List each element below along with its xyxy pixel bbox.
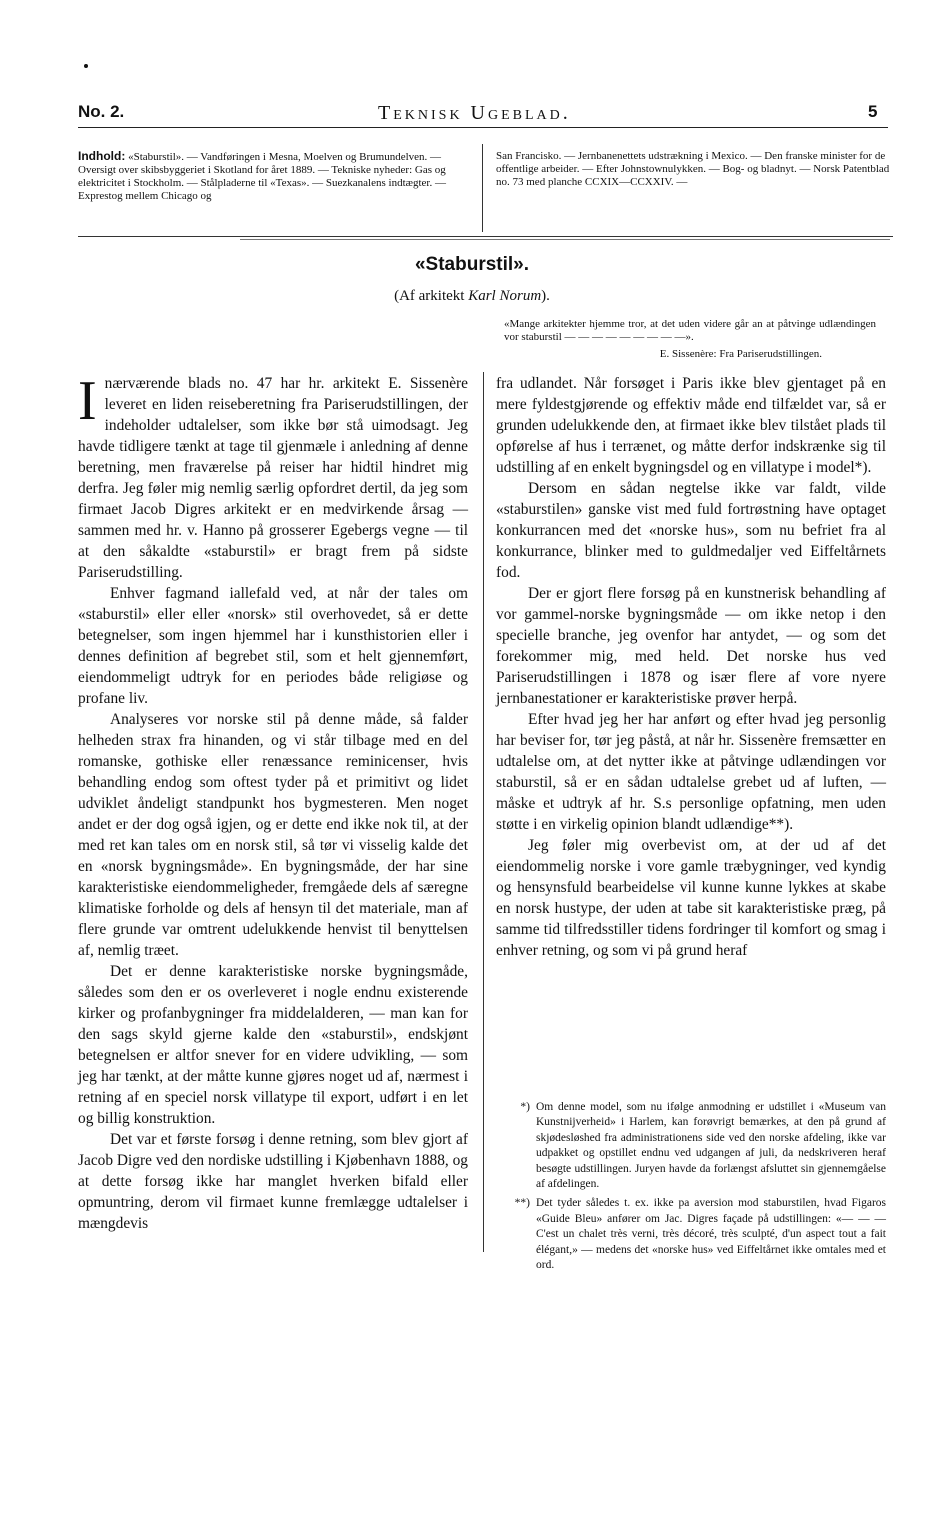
drop-cap: I [78,370,97,432]
header-rule [78,127,888,128]
byline-author: Karl Norum [468,288,542,304]
paragraph: Inærværende blads no. 47 har hr. arkitekt E. Sissenère leveret en liden reiseberetning fra Pariserudstillingen, der indeholder udtalelser, som ikke bør stå uimodsagt. Jeg havde tidligere tænkt at tage til gjenmæle i anledning af denne beretning, men fraværelse på reiser har hidtil hindret mig derfra. Jeg føler mig nemlig særlig opfordret dertil, da jeg som firmaet Jacob Digres arkitekt er en medvirkende årsag — sammen med hr. v. Hanno på grosserer Egebergs vegne — til at den såkaldte «staburstil» er bragt frem på sidste Pariserudstilling. [78,370,468,581]
column-divider [483,372,484,1252]
page-number: 5 [868,102,878,121]
toc-label: Indhold: [78,149,126,163]
epigraph: «Mange arkitekter hjemme tror, at det uden videre går an at påtvinge udlændingen vor staburstil — — — — — — — — —». [504,318,876,343]
paragraph: fra udlandet. Når forsøget i Paris ikke blev gjentaget på en mere fyldestgjørende og effektiv måde end tilfældet var, så er grunden udelukkende den, at firmaet ikke blev tilstået plads til opførelse af hus i terrænet, og måtte derfor indskrænke sig til udstilling af en enkelt bygningsdel og en villatype i model*). [496,375,886,476]
toc-right-text: San Francisko. — Jernbanenettets udstrækning i Mexico. — Den franske minister for de offentlige arbeider. — Efter Johnstownulykken. — Bog- og bladnyt. — Norsk Patentblad no. 73 med planche CCXIX—CCXXIV. — [496,150,890,188]
article-column-left [78,370,468,1234]
article-title: «Staburstil». [414,254,530,275]
article-column-right [496,373,886,961]
footnote-mark: *) [520,1101,530,1113]
footnote [496,1100,886,1192]
paragraph: Analyseres vor norske stil på denne måde, så falder helheden strax fra hinanden, og vi står tilbage med en del romanske, gothiske eller renæssance reminicenser, hvis behandling endog som oftest tyder på et primitivt og lidet udviklet åndeligt standpunkt hos bygmesteren. Men noget andet er der dog også igjen, og er dette end ikke nok til, at der med ret kan tales om en norsk stil, så tør vi visselig kalde det en «norsk bygningsmåde». En bygningsmåde, der har sine karakteristiske eiendommeligheder, fremgåede dels af særegne klimatiske forholde og dels af hensyn til det materiale, man af flere grunde var omtrent udelukkende henvist til benyttelsen af, nemlig træet. [78,711,468,959]
byline-suffix: ). [541,288,550,304]
byline-prefix: (Af arkitekt [394,288,465,304]
table-of-contents-left [78,150,470,203]
footnotes [496,1100,886,1277]
section-rule [78,236,893,237]
paragraph: Det er denne karakteristiske norske bygningsmåde, således som den er os overleveret i nogle endnu existerende kirker og profanbygninger fra middelalderen, — man kan for den sags skyld gjerne kalde den «staburstil», endskjønt betegnelsen er altfor snever for en videre udvikling, — som jeg har tænkt, at der måtte kunne gjøres noget ud af, nærmest i retning af en speciel norsk villatype til export, udført i en let og billig konstruktion. [78,963,468,1127]
article-byline [0,288,944,305]
paragraph: Dersom en sådan negtelse ikke var faldt, vilde «staburstilen» ganske vist med fuld fortrøstning have optaget konkurrancen med det «norske hus», som nu befriet fra al konkurrance, blinker med to guldmedaljer ved Eiffeltårnets fod. [496,480,886,581]
toc-divider [482,144,483,232]
paragraph: Enhver fagmand iallefald ved, at når der tales om «staburstil» eller eller «norsk» stil overhovedet, så er dette betegnelser, som ingen hjemmel har i kunsthistorien eller i dennes definition af begrebet stil, som et helt gjennemført, eiendommeligt udtryk for en periodes både religiøse og profane liv. [78,585,468,707]
paragraph: Efter hvad jeg her har anført og efter hvad jeg personlig har beviser for, tør jeg påstå, at når hr. Sissenère fremsætter en udtalelse om, at det nytter ikke at påtvinge udlændingen vor staburstil, så er en sådan udtalelse grebet ud af luften, — måske et udtryk af hr. S.s personlige opfatning, men uden støtte i en virkelig opinion blandt udlændige**). [496,711,886,833]
paragraph: Det var et første forsøg i denne retning, som blev gjort af Jacob Digre ved den nordiske udstilling i Kjøbenhavn 1888, og at dette forsøg ikke har manglet hverken bifald eller opmuntring, derom vil firmaet kunne fremlægge udtalelser i mængdevis [78,1131,468,1232]
section-rule-secondary [240,239,890,240]
paragraph: Der er gjort flere forsøg på en kunstnerisk behandling af vor gammel-norske bygningsmåde — om ikke netop i den specielle branche, jeg ovenfor har antydet, — og som det forekommer mig, med held. Det norske hus ved Pariserudstillingen i 1878 og især flere af vore nyere jernbanestationer er karakteristiske prøver herpå. [496,585,886,707]
toc-left-text: «Staburstil». — Vandføringen i Mesna, Moelven og Brumundelven. — Oversigt over skibsbyggeriet i Skotland for året 1889. — Tekniske nyheder: Gas og elektricitet i Stockholm. — Stålpladerne til «Texas». — Suezkanalens indtægter. — Exprestog mellem Chicago og [78,151,446,202]
footnote-text: Om denne model, som nu ifølge anmodning er udstillet i «Museum van Kunstnijverheid» i Harlem, kan forøvrigt bemærkes, at den på grund af skjødesløshed fra administrationens side ved den norske afdeling, ikke var udpakket og opstillet endnu ved udgangen af juli, da nedskriveren heraf besøgte udstillingen. Juryen havde da forlængst afsluttet sin gjennemgåelse af afdelingen. [536,1101,886,1191]
footnote-text: Det tyder således t. ex. ikke pa aversion mod staburstilen, hvad Figaros «Guide Bleu» anfører om Jac. Digres façade på udstillingen: «— — — C'est un chalet très verni, très décoré, très sculpté, d'un aspect tout a fait élégant,» — medens det «norske hus» ved Eiffeltårnet ikke omtales med et ord. [536,1197,886,1272]
epigraph-attribution: E. Sissenère: Fra Pariserudstillingen. [659,348,822,360]
footnote [496,1196,886,1273]
issue-number: No. 2. [78,102,125,121]
paragraph: Jeg føler mig overbevist om, at der ud af det eiendommelig norske i vore gamle træbygninger, ved kyndig og hensynsfuld bearbeidelse vil kunne kunne lykkes at skabe en norsk hustype, der uden at tabe sit karakteristiske præg, på samme tid tilfredsstiller tidens fordringer til komfort og smag i enhver retning, og som vi på grund heraf [496,837,886,959]
stray-dot [84,64,88,68]
footnote-mark: **) [514,1197,530,1210]
journal-title: Teknisk Ugeblad. [378,102,571,124]
